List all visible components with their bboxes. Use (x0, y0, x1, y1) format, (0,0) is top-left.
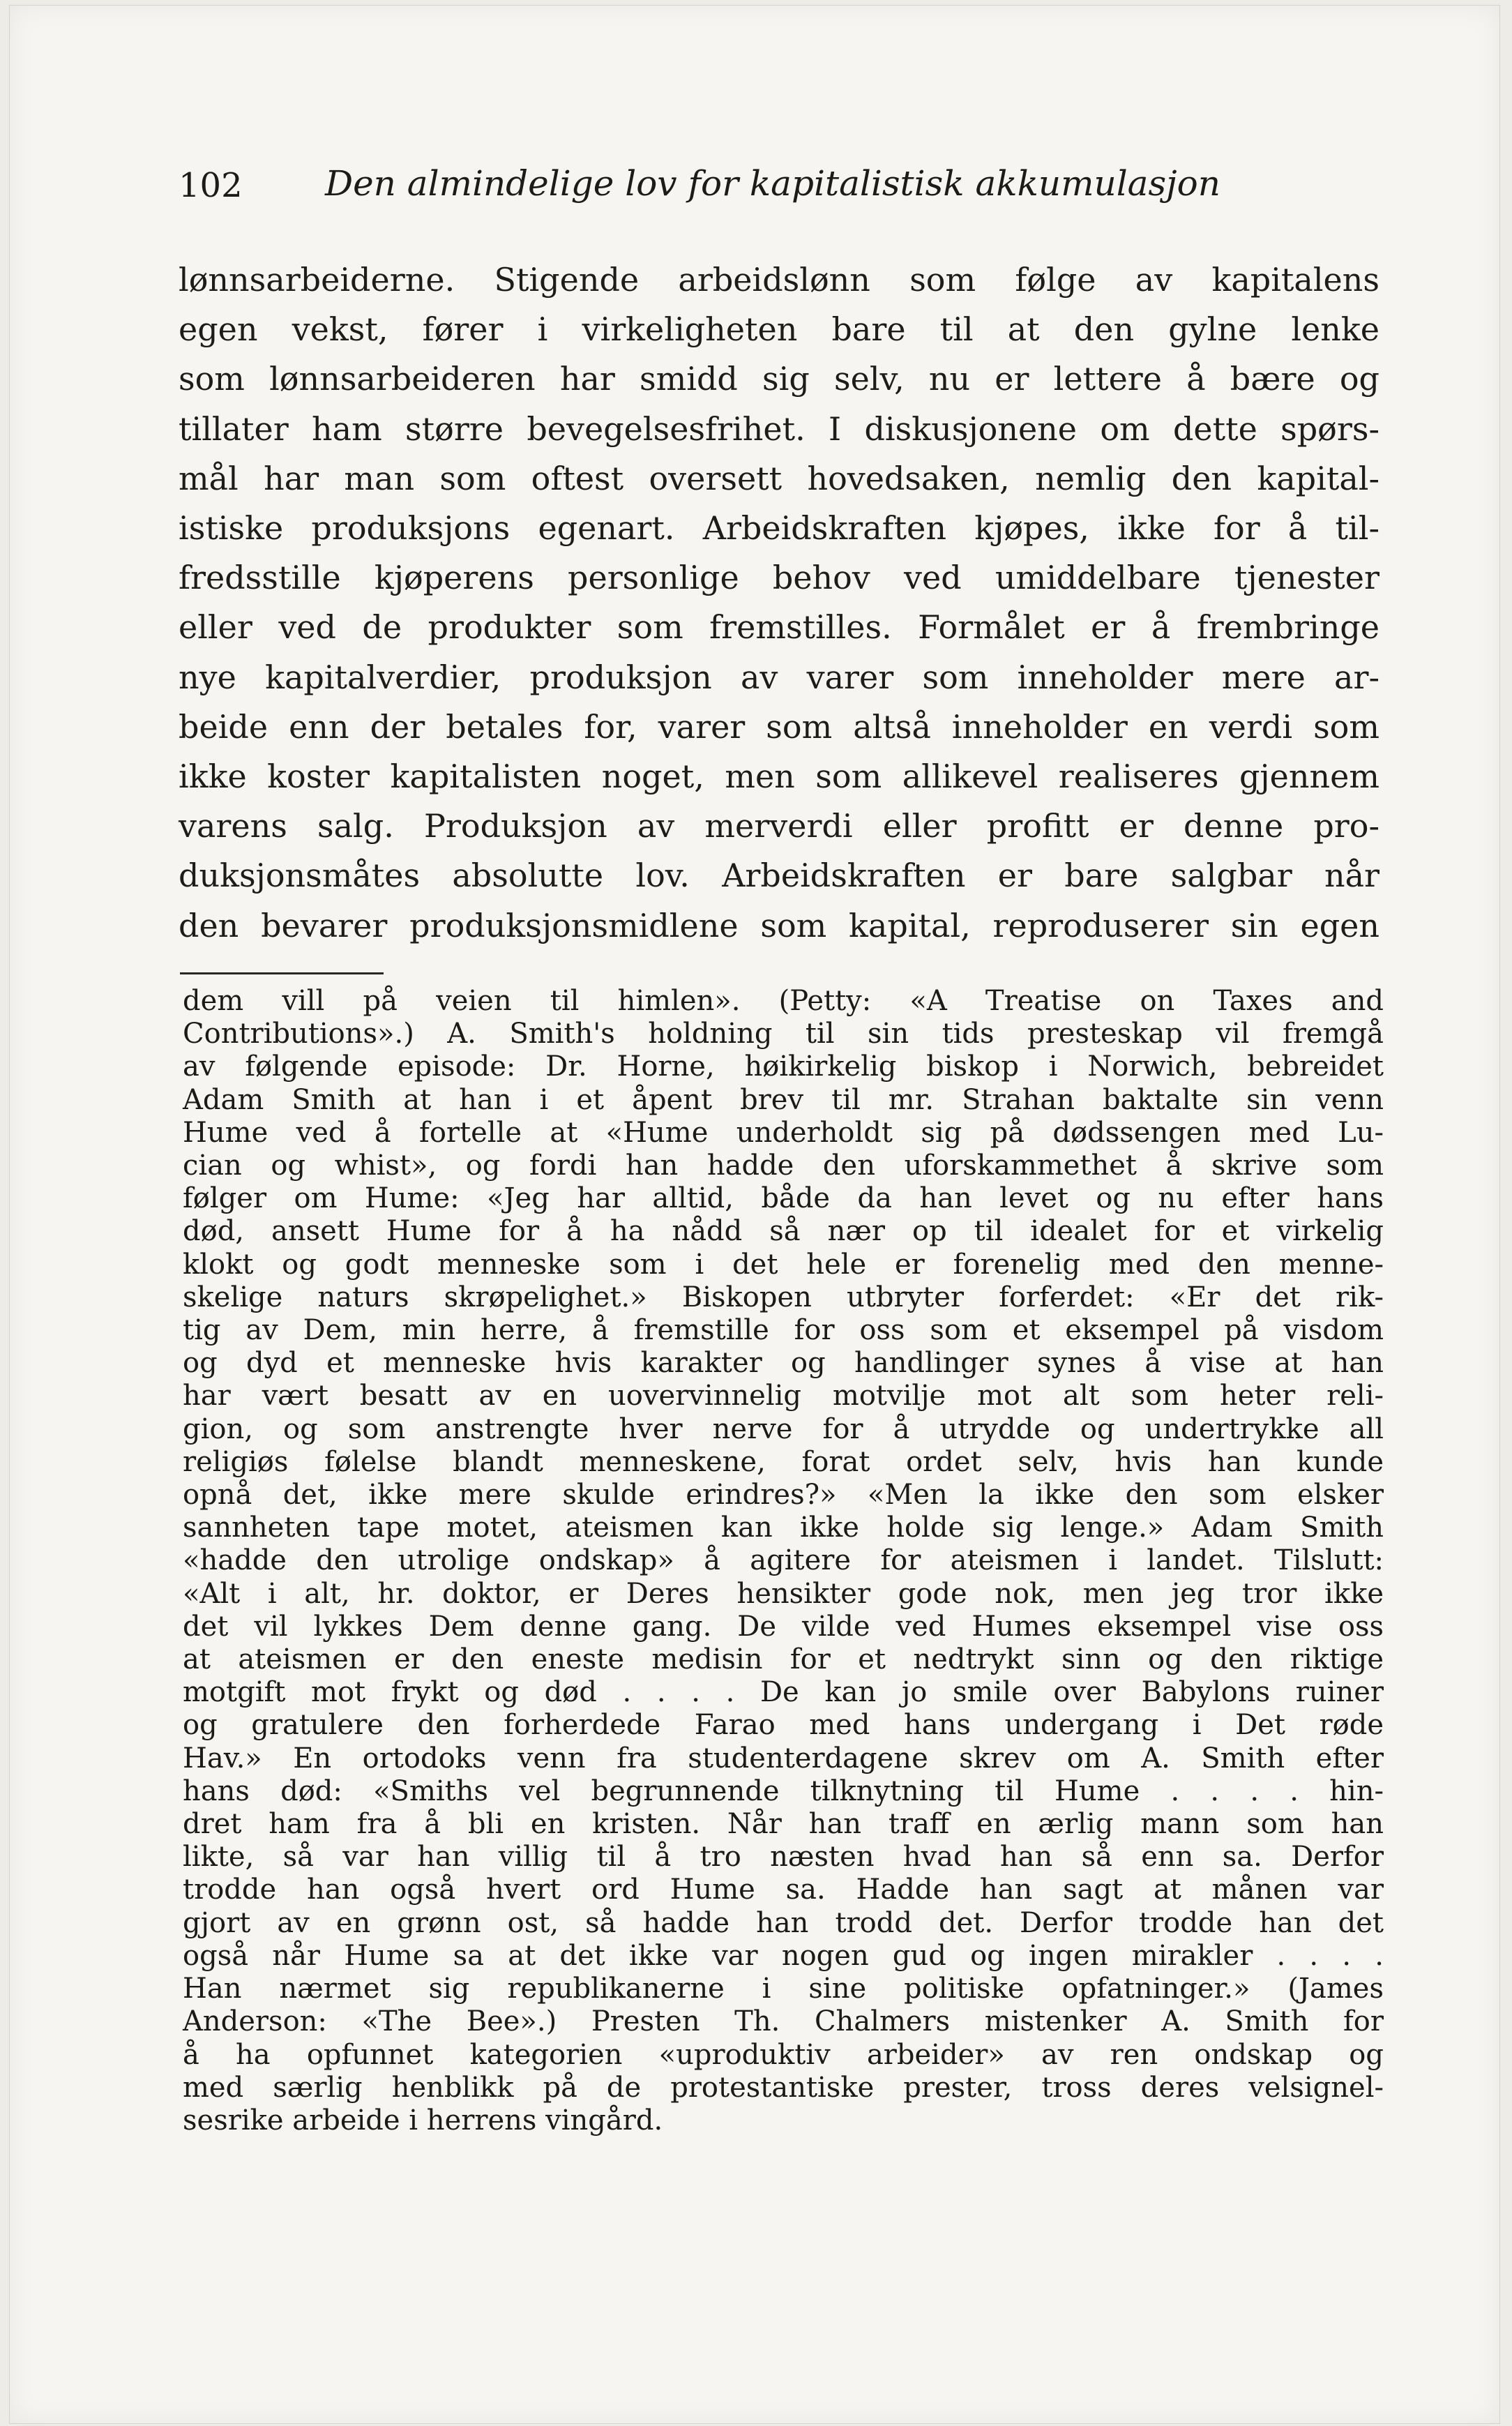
footnote-line: og dyd et menneske hvis karakter og handlinger synes å vise at han (183, 1347, 1384, 1380)
page-header (179, 160, 1406, 209)
footnote-line: dem vill på veien til himlen». (Petty: «A Treatise on Taxes and (183, 985, 1384, 1017)
body-text-line: lønnsarbeiderne. Stigende arbeidslønn som følge av kapitalens (179, 261, 1379, 299)
footnote-line: skelige naturs skrøpelighet.» Biskopen utbryter forferdet: «Er det rik- (183, 1281, 1384, 1313)
body-text-line: fredsstille kjøperens personlige behov ved umiddelbare tjenester (179, 559, 1379, 597)
footnote-line: det vil lykkes Dem denne gang. De vilde ved Humes eksempel vise oss (183, 1610, 1384, 1643)
footnote (183, 985, 1384, 2137)
running-title: Den almindelige lov for kapitalistisk akkumulasjon (325, 163, 1220, 204)
body-text-line: mål har man som oftest oversett hovedsaken, nemlig den kapital- (179, 459, 1379, 497)
footnote-line: likte, så var han villig til å tro næsten hvad han så enn sa. Derfor (183, 1841, 1384, 1874)
body-text-line: duksjonsmåtes absolutte lov. Arbeidskraften er bare salgbar når (179, 857, 1379, 895)
body-text-line: istiske produksjons egenart. Arbeidskraften kjøpes, ikke for å til- (179, 509, 1379, 548)
footnote-line: død, ansett Hume for å ha nådd så nær op til idealet for et virkelig (183, 1215, 1384, 1248)
footnote-line: av følgende episode: Dr. Horne, høikirkelig biskop i Norwich, bebreidet (183, 1050, 1384, 1083)
body-text-line: ikke koster kapitalisten noget, men som allikevel realiseres gjennem (179, 758, 1379, 796)
footnote-line: Adam Smith at han i et åpent brev til mr. Strahan baktalte sin venn (183, 1083, 1384, 1116)
body-text-line: tillater ham større bevegelsesfrihet. I diskusjonene om dette spørs- (179, 409, 1379, 448)
body-text-line: varens salg. Produksjon av merverdi eller profitt er denne pro- (179, 807, 1379, 845)
footnote-line: Han nærmet sig republikanerne i sine politiske opfatninger.» (James (183, 1973, 1384, 2005)
body-text-line: beide enn der betales for, varer som altså inneholder en verdi som (179, 707, 1379, 746)
body-text-line: som lønnsarbeideren har smidd sig selv, nu er lettere å bære og (179, 360, 1379, 398)
footnote-line: motgift mot frykt og død . . . . De kan jo smile over Babylons ruiner (183, 1676, 1384, 1709)
footnote-line: også når Hume sa at det ikke var nogen gud og ingen mirakler . . . . (183, 1939, 1384, 1972)
page-number: 102 (179, 166, 243, 205)
footnote-line: å ha opfunnet kategorien «uproduktiv arbeider» av ren ondskap og (183, 2038, 1384, 2071)
footnote-line: «Alt i alt, hr. doktor, er Deres hensikter gode nok, men jeg tror ikke (183, 1577, 1384, 1610)
footnote-line: klokt og godt menneske som i det hele er forenelig med den menne- (183, 1248, 1384, 1281)
footnote-line: har vært besatt av en uovervinnelig motvilje mot alt som heter reli- (183, 1380, 1384, 1412)
footnote-line: følger om Hume: «Jeg har alltid, både da han levet og nu efter hans (183, 1182, 1384, 1215)
body-text-line: egen vekst, fører i virkeligheten bare til at den gylne lenke (179, 310, 1379, 349)
footnote-line: gion, og som anstrengte hver nerve for å utrydde og undertrykke all (183, 1412, 1384, 1445)
footnote-line: Hav.» En ortodoks venn fra studenterdagene skrev om A. Smith efter (183, 1742, 1384, 1775)
footnote-line: cian og whist», og fordi han hadde den uforskammethet å skrive som (183, 1150, 1384, 1182)
footnote-line: trodde han også hvert ord Hume sa. Hadde han sagt at månen var (183, 1874, 1384, 1906)
footnote-line: med særlig henblikk på de protestantiske prester, tross deres velsignel- (183, 2071, 1384, 2104)
body-text-line: eller ved de produkter som fremstilles. Formålet er å frembringe (179, 608, 1379, 647)
footnote-line: at ateismen er den eneste medisin for et nedtrykt sinn og den riktige (183, 1643, 1384, 1676)
body-text-line: den bevarer produksjonsmidlene som kapital, reproduserer sin egen (179, 906, 1379, 944)
footnote-line: og gratulere den forherdede Farao med hans undergang i Det røde (183, 1709, 1384, 1742)
footnote-separator (180, 972, 384, 974)
main-text (179, 255, 1379, 951)
footnote-line: hans død: «Smiths vel begrunnende tilknytning til Hume . . . . hin- (183, 1775, 1384, 1807)
footnote-line: «hadde den utrolige ondskap» å agitere for ateismen i landet. Tilslutt: (183, 1544, 1384, 1577)
body-text-line: nye kapitalverdier, produksjon av varer som inneholder mere ar- (179, 658, 1379, 696)
footnote-line: tig av Dem, min herre, å fremstille for oss som et eksempel på visdom (183, 1314, 1384, 1347)
footnote-line: sesrike arbeide i herrens vingård. (183, 2104, 663, 2137)
footnote-line: Hume ved å fortelle at «Hume underholdt sig på dødssengen med Lu- (183, 1116, 1384, 1149)
footnote-line: opnå det, ikke mere skulde erindres?» «Men la ikke den som elsker (183, 1479, 1384, 1512)
footnote-line: dret ham fra å bli en kristen. Når han traff en ærlig mann som han (183, 1808, 1384, 1841)
footnote-line: religiøs følelse blandt menneskene, forat ordet selv, hvis han kunde (183, 1445, 1384, 1478)
footnote-line: Contributions».) A. Smith's holdning til sin tids presteskap vil fremgå (183, 1018, 1384, 1050)
footnote-line: Anderson: «The Bee».) Presten Th. Chalmers mistenker A. Smith for (183, 2005, 1384, 2038)
footnote-line: gjort av en grønn ost, så hadde han trodd det. Derfor trodde han det (183, 1906, 1384, 1939)
footnote-line: sannheten tape motet, ateismen kan ikke holde sig lenge.» Adam Smith (183, 1512, 1384, 1544)
